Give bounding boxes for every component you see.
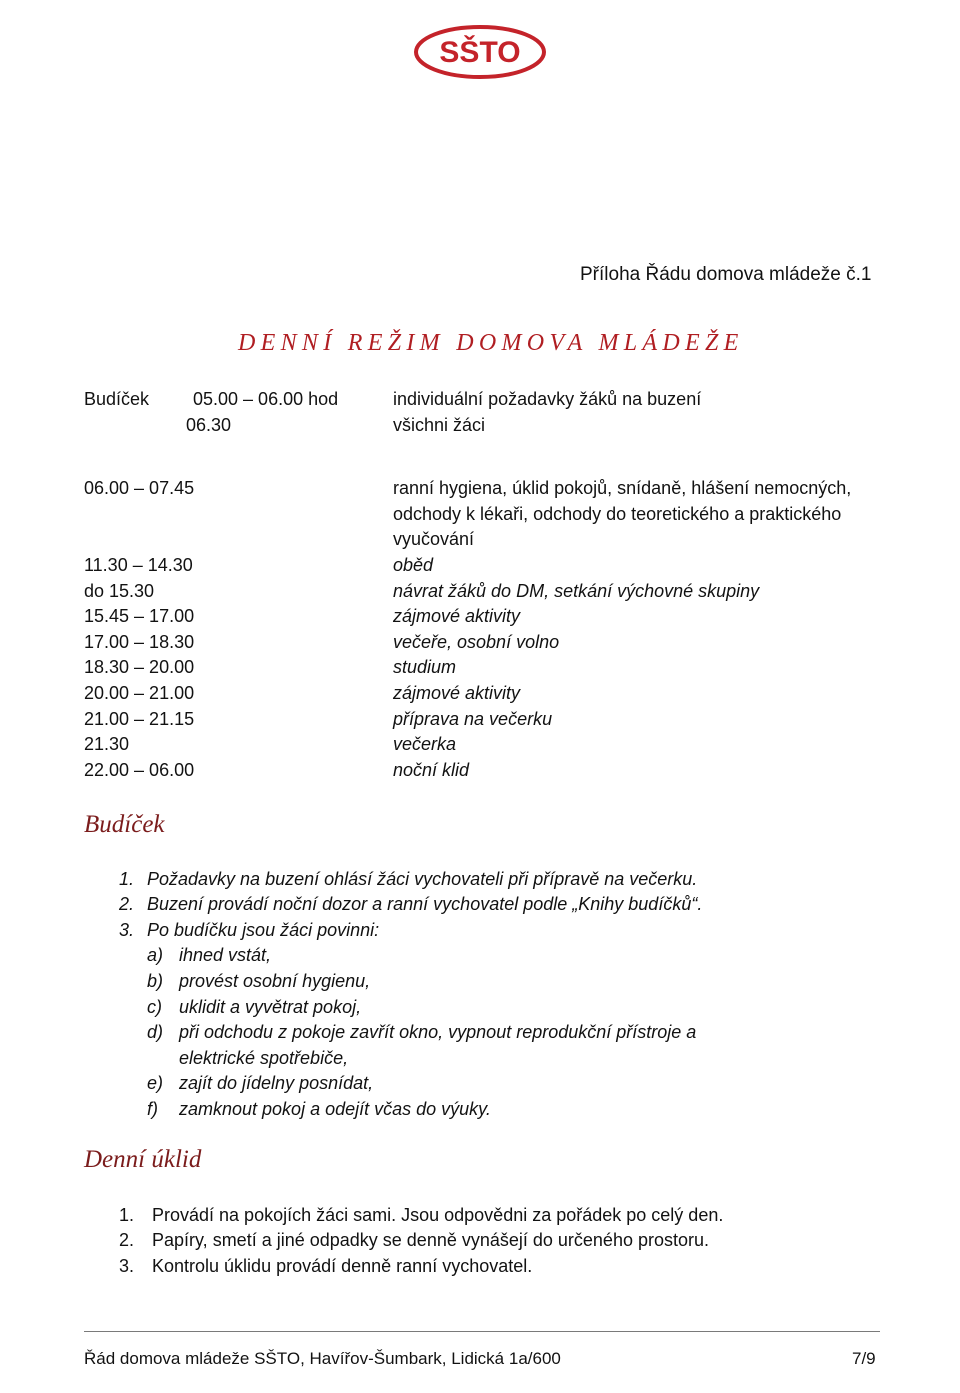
sublist-letter: d) (147, 1022, 164, 1042)
schedule-time: 11.30 – 14.30 (84, 555, 193, 575)
schedule-time: 21.30 (84, 734, 130, 754)
wakeup-desc-2: všichni žáci (393, 415, 486, 435)
sublist-letter: a) (147, 945, 164, 965)
schedule-activity: zájmové aktivity (393, 606, 521, 626)
sublist-item: zamknout pokoj a odejít včas do výuky. (179, 1099, 491, 1119)
schedule-activity: návrat žáků do DM, setkání výchovné skupiny (393, 581, 760, 601)
sublist-item: uklidit a vyvětrat pokoj, (179, 997, 362, 1017)
list-item: Kontrolu úklidu provádí denně ranní vychovatel. (152, 1256, 533, 1276)
schedule-time: 18.30 – 20.00 (84, 657, 195, 677)
sublist-item: elektrické spotřebiče, (179, 1048, 349, 1068)
list-number: 1. (119, 1205, 135, 1225)
list-item: Po budíčku jsou žáci povinni: (147, 920, 380, 940)
section-heading-cleaning: Denní úklid (84, 1146, 202, 1173)
page-title: DENNÍ REŽIM DOMOVA MLÁDEŽE (238, 330, 744, 356)
sublist-letter: b) (147, 971, 164, 991)
schedule-activity: oběd (393, 555, 434, 575)
schedule-activity: odchody k lékaři, odchody do teoretického a praktického (393, 504, 842, 524)
list-item: Buzení provádí noční dozor a ranní vychovatel podle „Knihy budíčků“. (147, 894, 703, 914)
wakeup-label: Budíček (84, 389, 150, 409)
schedule-time: 21.00 – 21.15 (84, 709, 195, 729)
sublist-letter: f) (147, 1099, 158, 1119)
schedule-time: 20.00 – 21.00 (84, 683, 195, 703)
schedule-time: 17.00 – 18.30 (84, 632, 195, 652)
logo-text: SŠTO (439, 36, 521, 69)
schedule-time: 22.00 – 06.00 (84, 760, 195, 780)
sublist-item: provést osobní hygienu, (179, 971, 371, 991)
wakeup-time-2: 06.30 (186, 415, 232, 435)
footer-text: Řád domova mládeže SŠTO, Havířov-Šumbark, Lidická 1a/600 (84, 1349, 561, 1368)
wakeup-time-1: 05.00 – 06.00 hod (193, 389, 339, 409)
school-logo (412, 12, 548, 80)
schedule-activity: večeře, osobní volno (393, 632, 560, 652)
section-heading-wakeup: Budíček (84, 811, 165, 838)
list-number: 3. (119, 920, 135, 940)
wakeup-desc-1: individuální požadavky žáků na buzení (393, 389, 702, 409)
schedule-activity: studium (393, 657, 457, 677)
schedule-activity: příprava na večerku (393, 709, 553, 729)
list-number: 2. (119, 1230, 135, 1250)
schedule-activity: večerka (393, 734, 457, 754)
list-number: 3. (119, 1256, 135, 1276)
sublist-letter: c) (147, 997, 162, 1017)
sublist-item: zajít do jídelny posnídat, (179, 1073, 374, 1093)
schedule-activity: zájmové aktivity (393, 683, 521, 703)
schedule-time: do 15.30 (84, 581, 155, 601)
sublist-item: ihned vstát, (179, 945, 272, 965)
schedule-activity: ranní hygiena, úklid pokojů, snídaně, hlášení nemocných, (393, 478, 852, 498)
schedule-time: 15.45 – 17.00 (84, 606, 195, 626)
schedule-activity: noční klid (393, 760, 470, 780)
footer-divider (84, 1331, 880, 1332)
list-item: Provádí na pokojích žáci sami. Jsou odpovědni za pořádek po celý den. (152, 1205, 724, 1225)
annex-label: Příloha Řádu domova mládeže č.1 (580, 264, 872, 285)
list-item: Papíry, smetí a jiné odpadky se denně vynášejí do určeného prostoru. (152, 1230, 709, 1250)
schedule-time: 06.00 – 07.45 (84, 478, 195, 498)
list-number: 1. (119, 869, 135, 889)
schedule-activity: vyučování (393, 529, 475, 549)
list-number: 2. (119, 894, 135, 914)
list-item: Požadavky na buzení ohlásí žáci vychovateli při přípravě na večerku. (147, 869, 698, 889)
sublist-letter: e) (147, 1073, 164, 1093)
page-number: 7/9 (852, 1349, 876, 1368)
sublist-item: při odchodu z pokoje zavřít okno, vypnout reprodukční přístroje a (179, 1022, 697, 1042)
